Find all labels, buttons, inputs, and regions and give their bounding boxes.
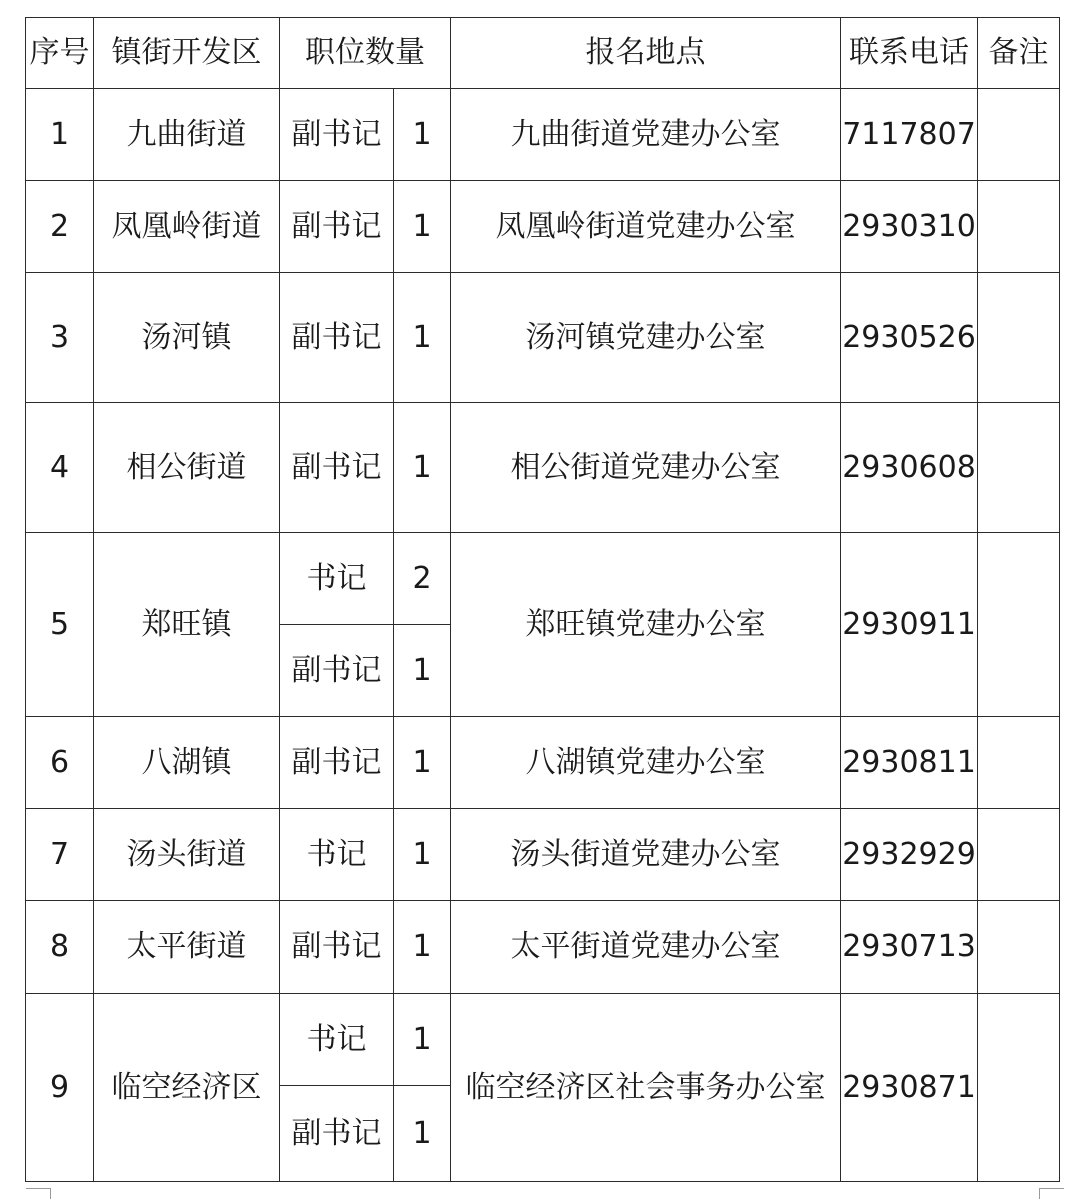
cell-seq: 8: [26, 901, 94, 994]
cell-location: 凤凰岭街道党建办公室: [451, 181, 841, 273]
header-remark: 备注: [978, 18, 1060, 89]
cell-seq: 9: [26, 994, 94, 1182]
cell-town: 相公街道: [94, 403, 280, 533]
cell-position-count: 1: [394, 89, 451, 181]
table-row: [26, 901, 1060, 994]
table-row: [26, 994, 1060, 1086]
cell-town: 八湖镇: [94, 717, 280, 809]
cell-position-count: 1: [394, 625, 451, 717]
page-corner-mark-right: [1039, 1188, 1064, 1199]
cell-town: 郑旺镇: [94, 533, 280, 717]
cell-remark: [978, 403, 1060, 533]
header-row: [26, 18, 1060, 89]
page-corner-mark-left: [26, 1188, 51, 1199]
cell-remark: [978, 533, 1060, 717]
cell-position-count: 1: [394, 1086, 451, 1182]
cell-remark: [978, 273, 1060, 403]
cell-seq: 5: [26, 533, 94, 717]
cell-position-count: 1: [394, 809, 451, 901]
cell-position-title: 副书记: [280, 625, 394, 717]
cell-remark: [978, 89, 1060, 181]
cell-position-title: 书记: [280, 809, 394, 901]
table-row: [26, 533, 1060, 625]
cell-location: 郑旺镇党建办公室: [451, 533, 841, 717]
cell-phone: 2930608: [841, 403, 978, 533]
cell-remark: [978, 901, 1060, 994]
cell-position-title: 副书记: [280, 717, 394, 809]
cell-position-title: 副书记: [280, 1086, 394, 1182]
cell-remark: [978, 181, 1060, 273]
cell-town: 太平街道: [94, 901, 280, 994]
cell-phone: 2930310: [841, 181, 978, 273]
cell-position-count: 1: [394, 403, 451, 533]
cell-position-title: 副书记: [280, 89, 394, 181]
cell-town: 九曲街道: [94, 89, 280, 181]
table-row: [26, 89, 1060, 181]
cell-position-count: 2: [394, 533, 451, 625]
table-row: [26, 273, 1060, 403]
cell-seq: 4: [26, 403, 94, 533]
cell-position-title: 副书记: [280, 181, 394, 273]
table-row: [26, 181, 1060, 273]
cell-phone: 2930526: [841, 273, 978, 403]
cell-location: 相公街道党建办公室: [451, 403, 841, 533]
cell-remark: [978, 717, 1060, 809]
cell-position-title: 副书记: [280, 901, 394, 994]
cell-town: 汤河镇: [94, 273, 280, 403]
cell-seq: 7: [26, 809, 94, 901]
cell-seq: 3: [26, 273, 94, 403]
table-row: [26, 403, 1060, 533]
cell-seq: 6: [26, 717, 94, 809]
cell-phone: 2930713: [841, 901, 978, 994]
header-positions: 职位数量: [280, 18, 451, 89]
cell-phone: 2930811: [841, 717, 978, 809]
header-seq: 序号: [26, 18, 94, 89]
cell-location: 九曲街道党建办公室: [451, 89, 841, 181]
cell-town: 临空经济区: [94, 994, 280, 1182]
table-row: [26, 717, 1060, 809]
cell-location: 八湖镇党建办公室: [451, 717, 841, 809]
cell-location: 临空经济区社会事务办公室: [451, 994, 841, 1182]
header-location: 报名地点: [451, 18, 841, 89]
cell-position-count: 1: [394, 273, 451, 403]
cell-phone: 2930911: [841, 533, 978, 717]
cell-position-title: 书记: [280, 994, 394, 1086]
cell-seq: 2: [26, 181, 94, 273]
cell-phone: 2930871: [841, 994, 978, 1182]
cell-seq: 1: [26, 89, 94, 181]
cell-remark: [978, 994, 1060, 1182]
cell-town: 汤头街道: [94, 809, 280, 901]
cell-location: 汤河镇党建办公室: [451, 273, 841, 403]
cell-position-title: 书记: [280, 533, 394, 625]
cell-town: 凤凰岭街道: [94, 181, 280, 273]
recruitment-table: [25, 17, 1060, 1182]
cell-position-title: 副书记: [280, 403, 394, 533]
header-phone: 联系电话: [841, 18, 978, 89]
cell-position-title: 副书记: [280, 273, 394, 403]
cell-remark: [978, 809, 1060, 901]
cell-location: 太平街道党建办公室: [451, 901, 841, 994]
cell-phone: 2932929: [841, 809, 978, 901]
cell-position-count: 1: [394, 994, 451, 1086]
cell-position-count: 1: [394, 717, 451, 809]
cell-position-count: 1: [394, 901, 451, 994]
cell-position-count: 1: [394, 181, 451, 273]
cell-location: 汤头街道党建办公室: [451, 809, 841, 901]
header-town: 镇街开发区: [94, 18, 280, 89]
table-row: [26, 809, 1060, 901]
cell-phone: 7117807: [841, 89, 978, 181]
